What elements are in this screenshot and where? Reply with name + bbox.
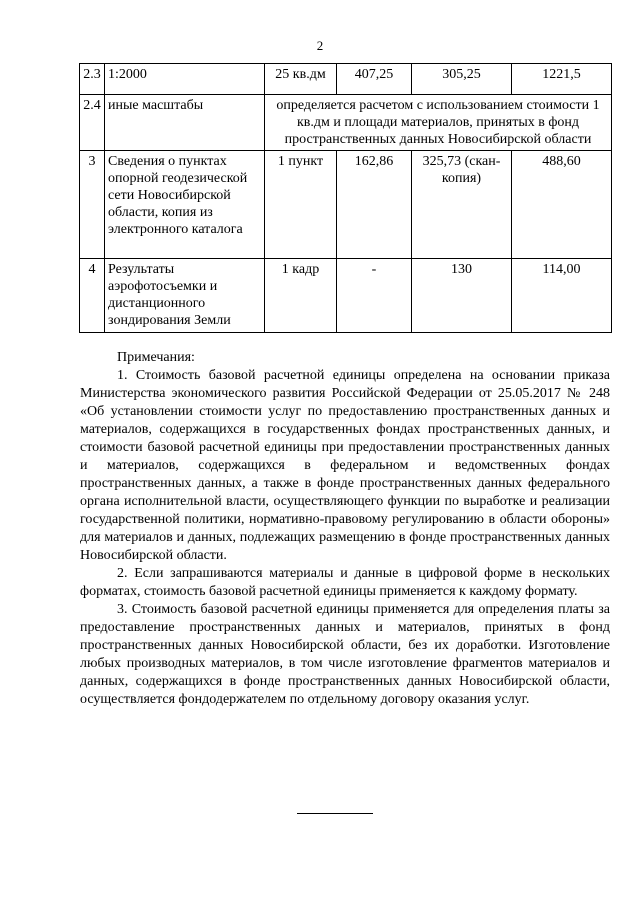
total-cell: 488,60 — [512, 151, 612, 259]
table-row — [80, 95, 612, 151]
total-cell: 114,00 — [512, 259, 612, 333]
end-separator-line — [297, 813, 373, 814]
digital-price-cell: 130 — [412, 259, 512, 333]
price-cell: - — [337, 259, 412, 333]
notes-heading: Примечания: — [117, 350, 195, 365]
row-number: 3 — [80, 151, 105, 259]
tariff-table — [79, 63, 612, 333]
note-paragraph: 2. Если запрашиваются материалы и данные в цифровой форме в нескольких форматах, стоимость базовой расчетной единицы применяется к каждому формату. — [80, 566, 610, 599]
price-cell: 162,86 — [337, 151, 412, 259]
note-paragraph: 3. Стоимость базовой расчетной единицы применяется для определения платы за предоставление пространственных данных и материалов, принятых в фонд пространственных данных Новосибирской области, без их доработки. Изготовление любых производных материалов, в том числе изготовление фрагментов материалов и данных, содержащихся в фонде пространственных данных Новосибирской области, осуществляется фондодержателем по отдельному договору оказания услуг. — [80, 602, 610, 707]
row-number: 4 — [80, 259, 105, 333]
table-row — [80, 259, 612, 333]
note-paragraph: 1. Стоимость базовой расчетной единицы определена на основании приказа Министерства экономического развития Российской Федерации от 25.05.2017 № 248 «Об установлении стоимости услуг по предоставлению пространственных данных и материалов, содержащихся в государственных фондах пространственных данных, и стоимости базовой расчетной единицы при предоставлении пространственных данных и материалов, содержащихся в федеральном и ведомственных фондах пространственных данных, а также в фонде пространственных данных федерального органа исполнительной власти, осуществляющего функции по выработке и реализации государственной политики, нормативно-правовому регулированию в области обороны» для материалов и данных, подлежащих размещению в фонде пространственных данных Новосибирской области. — [80, 368, 610, 563]
digital-price-cell: 325,73 (скан-копия) — [412, 151, 512, 259]
price-cell: 407,25 — [337, 64, 412, 95]
item-name: Сведения о пунктах опорной геодезической сети Новосибирской области, копия из электронного каталога — [105, 151, 265, 259]
row-number: 2.3 — [80, 64, 105, 95]
item-name: 1:2000 — [105, 64, 265, 95]
unit-cell: 1 кадр — [265, 259, 337, 333]
row-number: 2.4 — [80, 95, 105, 151]
unit-cell: 25 кв.дм — [265, 64, 337, 95]
unit-cell: 1 пункт — [265, 151, 337, 259]
notes-section — [80, 349, 610, 709]
merged-cost-cell: определяется расчетом с использованием стоимости 1 кв.дм и площади материалов, принятых в фонд пространственных данных Новосибирской области — [265, 95, 612, 151]
item-name: Результаты аэрофотосъемки и дистанционного зондирования Земли — [105, 259, 265, 333]
item-name: иные масштабы — [105, 95, 265, 151]
table-row — [80, 151, 612, 259]
page-number: 2 — [316, 38, 324, 53]
digital-price-cell: 305,25 — [412, 64, 512, 95]
table-row — [80, 64, 612, 95]
total-cell: 1221,5 — [512, 64, 612, 95]
